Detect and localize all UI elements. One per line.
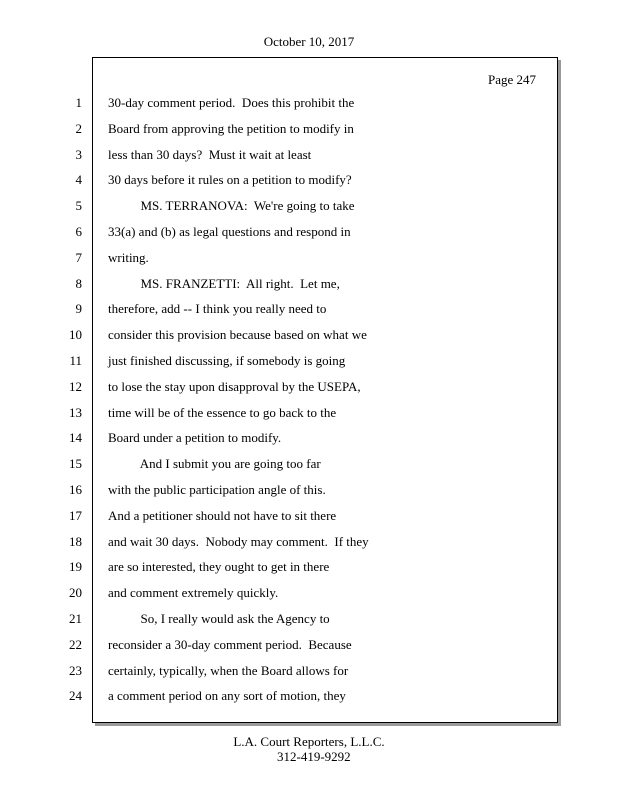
line-number: 4 xyxy=(75,172,82,187)
line-number: 5 xyxy=(75,198,82,213)
transcript-line-text: And I submit you are going too far xyxy=(108,456,321,471)
line-number: 12 xyxy=(69,379,82,394)
transcript-line-text: And a petitioner should not have to sit there xyxy=(108,508,337,523)
line-number: 16 xyxy=(69,482,82,497)
transcript-date: October 10, 2017 xyxy=(263,34,355,49)
transcript-line-text: MS. TERRANOVA: We're going to take xyxy=(108,198,355,213)
line-number: 3 xyxy=(75,147,82,162)
transcript-line-text: a comment period on any sort of motion, they xyxy=(108,688,346,703)
transcript-line-text: consider this provision because based on what we xyxy=(108,327,367,342)
line-number: 11 xyxy=(69,353,82,368)
transcript-line-text: and comment extremely quickly. xyxy=(108,585,279,600)
transcript-line-text: to lose the stay upon disapproval by the USEPA, xyxy=(108,379,361,394)
transcript-line-text: are so interested, they ought to get in there xyxy=(108,559,330,574)
transcript-line-text: certainly, typically, when the Board allows for xyxy=(108,663,349,678)
transcript-line-text: therefore, add -- I think you really need to xyxy=(108,301,327,316)
line-number: 9 xyxy=(75,301,82,316)
line-number: 6 xyxy=(75,224,82,239)
line-number: 8 xyxy=(75,276,82,291)
transcript-line-text: with the public participation angle of this. xyxy=(108,482,326,497)
transcript-line-text: writing. xyxy=(108,250,149,265)
transcript-line-text: 33(a) and (b) as legal questions and respond in xyxy=(108,224,351,239)
transcript-line-text: Board from approving the petition to modify in xyxy=(108,121,354,136)
line-number: 1 xyxy=(75,95,82,110)
transcript-line-text: 30-day comment period. Does this prohibit the xyxy=(108,95,355,110)
transcript-line-text: 30 days before it rules on a petition to modify? xyxy=(108,172,352,187)
line-number: 10 xyxy=(69,327,82,342)
line-number: 14 xyxy=(69,430,82,445)
footer-phone: 312-419-9292 xyxy=(277,749,351,764)
transcript-line-text: MS. FRANZETTI: All right. Let me, xyxy=(108,276,340,291)
transcript-line-text: just finished discussing, if somebody is going xyxy=(108,353,346,368)
footer-company: L.A. Court Reporters, L.L.C. xyxy=(233,734,385,749)
line-number: 2 xyxy=(75,121,82,136)
line-number: 15 xyxy=(69,456,82,471)
line-number: 23 xyxy=(69,663,82,678)
line-number: 22 xyxy=(69,637,82,652)
line-number: 13 xyxy=(69,405,82,420)
line-number: 7 xyxy=(75,250,82,265)
line-number: 18 xyxy=(69,534,82,549)
transcript-line-text: time will be of the essence to go back to the xyxy=(108,405,337,420)
transcript-line-text: So, I really would ask the Agency to xyxy=(108,611,330,626)
transcript-line-text: Board under a petition to modify. xyxy=(108,430,282,445)
transcript-line-text: reconsider a 30-day comment period. Because xyxy=(108,637,352,652)
line-number: 24 xyxy=(69,688,82,703)
line-number: 17 xyxy=(69,508,82,523)
page-number: Page 247 xyxy=(488,72,537,87)
line-number: 21 xyxy=(69,611,82,626)
transcript-line-text: less than 30 days? Must it wait at least xyxy=(108,147,312,162)
line-number: 20 xyxy=(69,585,82,600)
line-number: 19 xyxy=(69,559,82,574)
transcript-line-text: and wait 30 days. Nobody may comment. If they xyxy=(108,534,369,549)
